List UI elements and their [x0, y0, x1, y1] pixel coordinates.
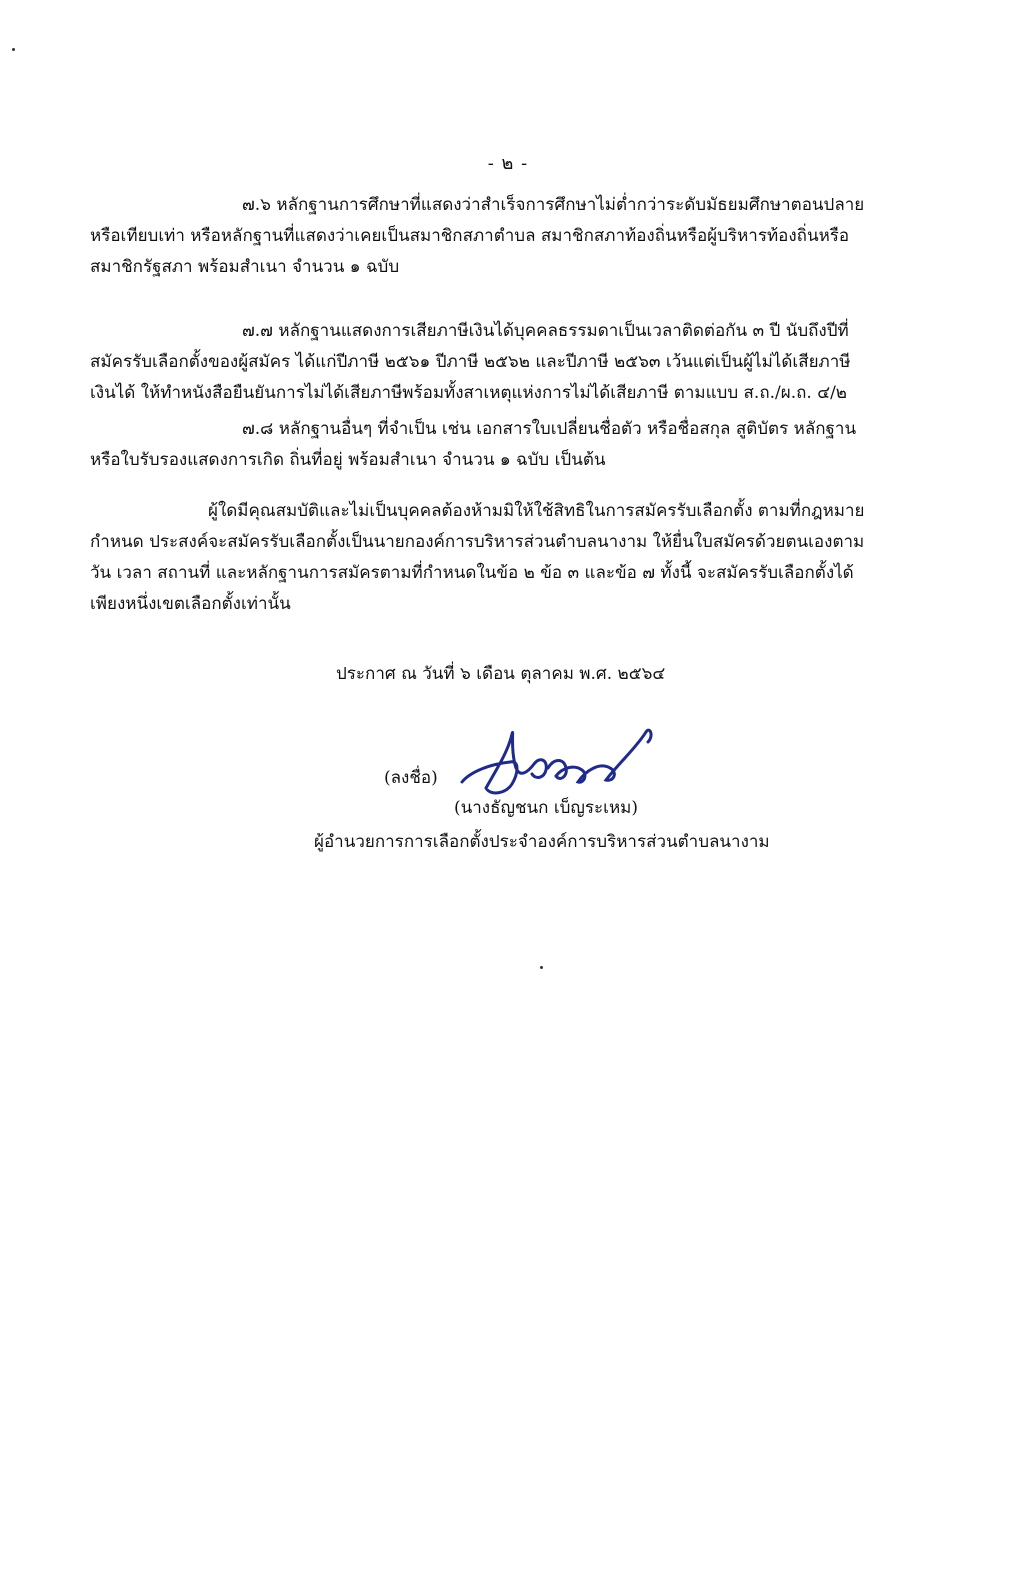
section-line: หรือเทียบเท่า หรือหลักฐานที่แสดงว่าเคยเป็นสมาชิกสภาตำบล สมาชิกสภาท้องถิ่นหรือผู้บริหารท้องถิ่นหรือ	[90, 226, 850, 246]
announcement-date: ประกาศ ณ วันที่ ๖ เดือน ตุลาคม พ.ศ. ๒๕๖๔	[336, 664, 666, 684]
closing-line: เพียงหนึ่งเขตเลือกตั้งเท่านั้น	[90, 594, 291, 614]
signature-stroke	[462, 732, 546, 793]
page-number: - ๒ -	[487, 153, 529, 174]
scan-speck	[12, 48, 15, 51]
scan-speck	[540, 966, 543, 969]
section-7-7	[90, 316, 922, 409]
section-line: ๗.๘ หลักฐานอื่นๆ ที่จำเป็น เช่น เอกสารใบเปลี่ยนชื่อตัว หรือชื่อสกุล สูติบัตร หลักฐาน	[242, 419, 857, 439]
section-7-8	[90, 414, 922, 476]
signer-title: ผู้อำนวยการการเลือกตั้งประจำองค์การบริหารส่วนตำบลนางาม	[314, 832, 770, 852]
section-line: เงินได้ ให้ทำหนังสือยืนยันการไม่ได้เสียภาษีพร้อมทั้งสาเหตุแห่งการไม่ได้เสียภาษี ตามแบบ ส.ถ./ผ.ถ. ๔/๒	[90, 383, 848, 403]
section-line: สมาชิกรัฐสภา พร้อมสำเนา จำนวน ๑ ฉบับ	[90, 257, 400, 277]
section-line: หรือใบรับรองแสดงการเกิด ถิ่นที่อยู่ พร้อมสำเนา จำนวน ๑ ฉบับ เป็นต้น	[90, 450, 606, 470]
closing-line: กำหนด ประสงค์จะสมัครรับเลือกตั้งเป็นนายกองค์การบริหารส่วนตำบลนางาม ให้ยื่นใบสมัครด้วยตนเองตาม	[90, 532, 865, 552]
sign-label: (ลงชื่อ)	[384, 768, 438, 788]
closing-line: ผู้ใดมีคุณสมบัติและไม่เป็นบุคคลต้องห้ามมิให้ใช้สิทธิในการสมัครรับเลือกตั้ง ตามที่กฎหมาย	[208, 501, 865, 521]
closing-paragraph	[90, 496, 922, 620]
signature-stroke	[548, 730, 651, 782]
section-line: ๗.๗ หลักฐานแสดงการเสียภาษีเงินได้บุคคลธรรมดาเป็นเวลาติดต่อกัน ๓ ปี นับถึงปีที่	[242, 321, 849, 341]
section-7-6	[90, 190, 922, 283]
signer-name: (นางธัญชนก เบ็ญระเหม)	[454, 798, 639, 818]
section-line: สมัครรับเลือกตั้งของผู้สมัคร ได้แก่ปีภาษี ๒๕๖๑ ปีภาษี ๒๕๖๒ และปีภาษี ๒๕๖๓ เว้นแต่เป็นผู้ไม่ได้เสียภาษี	[90, 352, 851, 372]
section-line: ๗.๖ หลักฐานการศึกษาที่แสดงว่าสำเร็จการศึกษาไม่ต่ำกว่าระดับมัธยมศึกษาตอนปลาย	[242, 195, 865, 215]
closing-line: วัน เวลา สถานที่ และหลักฐานการสมัครตามที่กำหนดในข้อ ๒ ข้อ ๓ และข้อ ๗ ทั้งนี้ จะสมัครรับเลือกตั้งได้	[90, 563, 854, 583]
